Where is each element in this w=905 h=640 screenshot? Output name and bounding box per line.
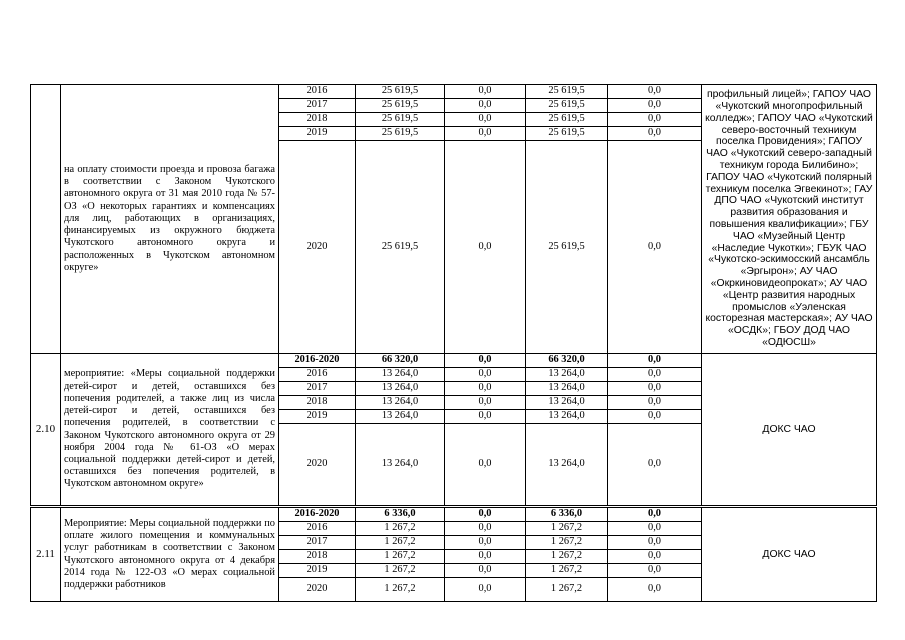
- federal-cell: 0,0: [445, 113, 526, 127]
- year-cell: 2017: [279, 382, 356, 396]
- year-cell: 2019: [279, 564, 356, 578]
- federal-cell: 0,0: [445, 578, 526, 602]
- federal-cell: 0,0: [445, 368, 526, 382]
- year-cell: 2016: [279, 522, 356, 536]
- federal-cell: 0,0: [445, 354, 526, 368]
- regional-cell: 25 619,5: [526, 85, 608, 99]
- federal-cell: 0,0: [445, 424, 526, 506]
- total-cell: 1 267,2: [356, 536, 445, 550]
- regional-cell: 25 619,5: [526, 127, 608, 141]
- federal-cell: 0,0: [445, 410, 526, 424]
- regional-cell: 13 264,0: [526, 396, 608, 410]
- executor-cell: профильный лицей»; ГАПОУ ЧАО «Чукотский многопрофильный колледж»; ГАПОУ ЧАО «Чукотский северо-восточный техникум поселка Провидения»; ГАПОУ ЧАО «Чукотский северо-западный техникум города Билибино»; ГАПОУ ЧАО «Чукотский полярный техникум поселка Эгвекинот»; ГАУ ДПО ЧАО «Чукотский институт развития образования и повышения квалификации»; ГБУ ЧАО «Музейный Центр «Наследие Чукотки»; ГБУК ЧАО «Чукотско-эскимосский ансамбль «Эргырон»; АУ ЧАО «Окркиновидеопрокат»; АУ ЧАО «Центр развития народных промыслов «Уэленская косторезная мастерская»; АУ ЧАО «ОСДК»; ГБОУ ДОД ЧАО «ОДЮСШ»: [702, 85, 877, 354]
- federal-cell: 0,0: [445, 141, 526, 354]
- year-cell: 2016: [279, 368, 356, 382]
- total-cell: 6 336,0: [356, 508, 445, 522]
- regional-cell: 1 267,2: [526, 536, 608, 550]
- federal-cell: 0,0: [445, 508, 526, 522]
- measure-description: Мероприятие: Меры социальной поддержки по оплате жилого помещения и коммунальных услуг работникам в соответствии с Законом Чукотского автономного округа от 4 декабря 2014 года № 122-ОЗ «О мерах социальной поддержки работников: [61, 508, 279, 602]
- other-cell: 0,0: [608, 382, 702, 396]
- year-cell: 2016: [279, 85, 356, 99]
- executor-cell: ДОКС ЧАО: [702, 354, 877, 506]
- executor-cell: ДОКС ЧАО: [702, 508, 877, 602]
- budget-table-block-2-11: [30, 507, 877, 602]
- regional-cell: 1 267,2: [526, 522, 608, 536]
- total-cell: 1 267,2: [356, 550, 445, 564]
- other-cell: 0,0: [608, 508, 702, 522]
- federal-cell: 0,0: [445, 85, 526, 99]
- table-row: [31, 85, 877, 99]
- total-cell: 13 264,0: [356, 368, 445, 382]
- other-cell: 0,0: [608, 141, 702, 354]
- total-cell: 25 619,5: [356, 113, 445, 127]
- other-cell: 0,0: [608, 564, 702, 578]
- total-cell: 13 264,0: [356, 382, 445, 396]
- regional-cell: 1 267,2: [526, 550, 608, 564]
- total-cell: 25 619,5: [356, 127, 445, 141]
- other-cell: 0,0: [608, 410, 702, 424]
- year-cell: 2020: [279, 578, 356, 602]
- regional-cell: 13 264,0: [526, 410, 608, 424]
- federal-cell: 0,0: [445, 536, 526, 550]
- other-cell: 0,0: [608, 578, 702, 602]
- other-cell: 0,0: [608, 550, 702, 564]
- other-cell: 0,0: [608, 113, 702, 127]
- table-row: [31, 354, 877, 368]
- year-cell: 2017: [279, 536, 356, 550]
- total-cell: 1 267,2: [356, 564, 445, 578]
- federal-cell: 0,0: [445, 522, 526, 536]
- item-number-cell: 2.10: [31, 354, 61, 506]
- item-number-cell: [31, 85, 61, 354]
- year-cell: 2018: [279, 113, 356, 127]
- regional-cell: 66 320,0: [526, 354, 608, 368]
- total-cell: 25 619,5: [356, 85, 445, 99]
- total-cell: 66 320,0: [356, 354, 445, 368]
- regional-cell: 13 264,0: [526, 382, 608, 396]
- measure-description: на оплату стоимости проезда и провоза багажа в соответствии с Законом Чукотского автономного округа от 31 мая 2010 года № 57-ОЗ «О некоторых гарантиях и компенсациях для лиц, работающих в организациях, финансируемых из окружного бюджета Чукотского автономного округа и расположенных в Чукотском автономном округе»: [61, 85, 279, 354]
- federal-cell: 0,0: [445, 564, 526, 578]
- total-cell: 25 619,5: [356, 141, 445, 354]
- year-cell: 2019: [279, 127, 356, 141]
- year-cell: 2020: [279, 141, 356, 354]
- year-cell: 2018: [279, 396, 356, 410]
- total-cell: 13 264,0: [356, 396, 445, 410]
- other-cell: 0,0: [608, 424, 702, 506]
- total-cell: 1 267,2: [356, 578, 445, 602]
- year-range-cell: 2016-2020: [279, 508, 356, 522]
- other-cell: 0,0: [608, 368, 702, 382]
- year-cell: 2017: [279, 99, 356, 113]
- other-cell: 0,0: [608, 396, 702, 410]
- regional-cell: 1 267,2: [526, 578, 608, 602]
- table-row: [31, 508, 877, 522]
- regional-cell: 13 264,0: [526, 368, 608, 382]
- other-cell: 0,0: [608, 536, 702, 550]
- other-cell: 0,0: [608, 354, 702, 368]
- budget-table-block-a: [30, 84, 877, 354]
- total-cell: 25 619,5: [356, 99, 445, 113]
- other-cell: 0,0: [608, 522, 702, 536]
- total-cell: 13 264,0: [356, 424, 445, 506]
- regional-cell: 25 619,5: [526, 113, 608, 127]
- regional-cell: 25 619,5: [526, 141, 608, 354]
- year-range-cell: 2016-2020: [279, 354, 356, 368]
- measure-description: мероприятие: «Меры социальной поддержки детей-сирот и детей, оставшихся без попечения родителей, а также лиц из числа детей-сирот и детей, оставшихся без попечения родителей, в соответствии с Законом Чукотского автономного округа от 29 ноября 2004 года № 61-ОЗ «О мерах социальной поддержки детей-сирот и детей, оставшихся без попечения родителей, в Чукотском автономном округе»: [61, 354, 279, 506]
- federal-cell: 0,0: [445, 127, 526, 141]
- regional-cell: 6 336,0: [526, 508, 608, 522]
- year-cell: 2019: [279, 410, 356, 424]
- year-cell: 2018: [279, 550, 356, 564]
- total-cell: 13 264,0: [356, 410, 445, 424]
- other-cell: 0,0: [608, 127, 702, 141]
- regional-cell: 1 267,2: [526, 564, 608, 578]
- regional-cell: 13 264,0: [526, 424, 608, 506]
- federal-cell: 0,0: [445, 396, 526, 410]
- other-cell: 0,0: [608, 85, 702, 99]
- year-cell: 2020: [279, 424, 356, 506]
- federal-cell: 0,0: [445, 99, 526, 113]
- regional-cell: 25 619,5: [526, 99, 608, 113]
- federal-cell: 0,0: [445, 550, 526, 564]
- item-number-cell: 2.11: [31, 508, 61, 602]
- federal-cell: 0,0: [445, 382, 526, 396]
- budget-table-block-2-10: [30, 353, 877, 506]
- total-cell: 1 267,2: [356, 522, 445, 536]
- other-cell: 0,0: [608, 99, 702, 113]
